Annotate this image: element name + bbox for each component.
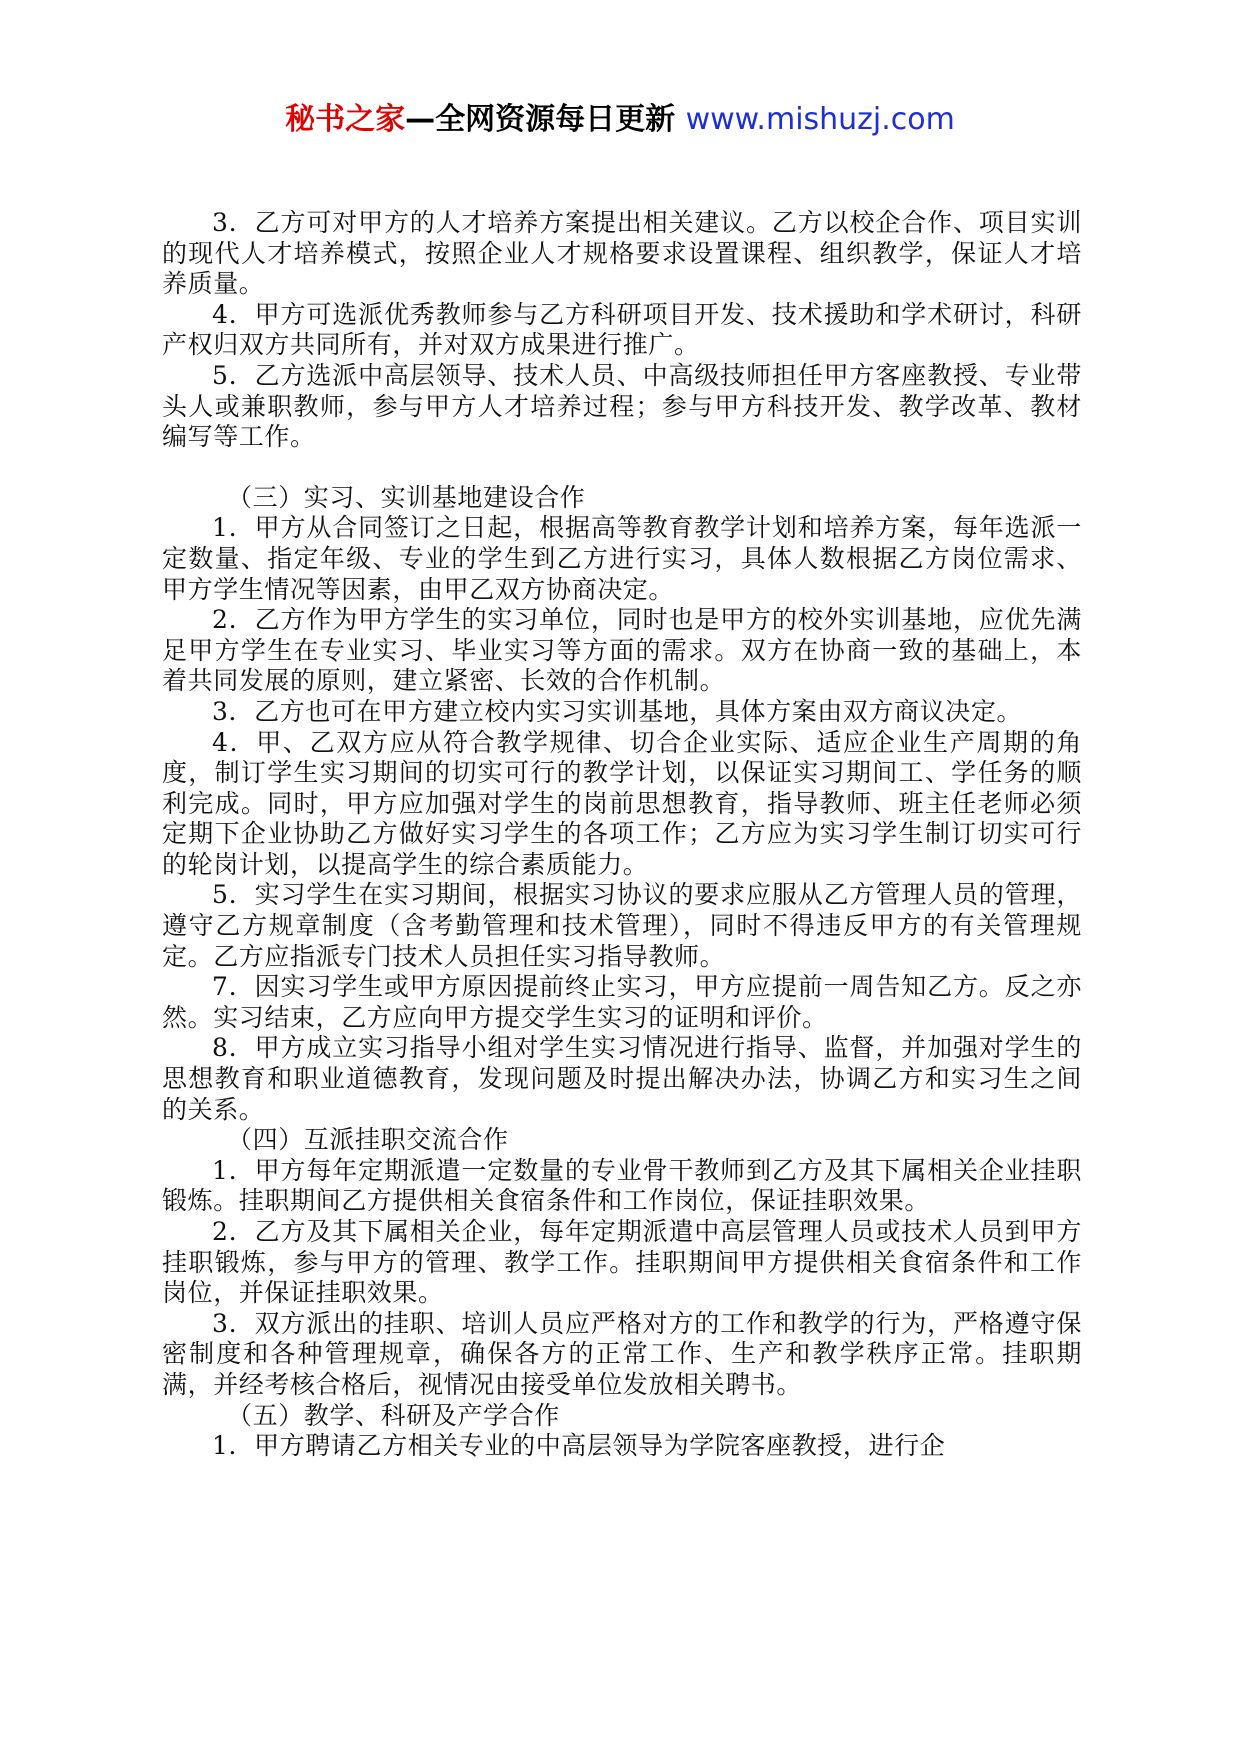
paragraph: 3．双方派出的挂职、培训人员应严格对方的工作和教学的行为，严格遵守保密制度和各种管理规章，确保各方的正常工作、生产和教学秩序正常。挂职期满，并经考核合格后，视情况由接受单位发放相关聘书。: [162, 1308, 1082, 1399]
brand-name: 秘书之家: [285, 102, 406, 137]
paragraph: 5．实习学生在实习期间，根据实习协议的要求应服从乙方管理人员的管理，遵守乙方规章制度（含考勤管理和技术管理），同时不得违反甲方的有关管理规定。乙方应指派专门技术人员担任实习指导教师。: [162, 880, 1082, 971]
paragraph: 4．甲、乙双方应从符合教学规律、切合企业实际、适应企业生产周期的角度，制订学生实习期间的切实可行的教学计划，以保证实习期间工、学任务的顺利完成。同时，甲方应加强对学生的岗前思想教育，指导教师、班主任老师必须定期下企业协助乙方做好实习学生的各项工作；乙方应为实习学生制订切实可行的轮岗计划，以提高学生的综合素质能力。: [162, 727, 1082, 879]
paragraph: 1．甲方每年定期派遣一定数量的专业骨干教师到乙方及其下属相关企业挂职锻炼。挂职期间乙方提供相关食宿条件和工作岗位，保证挂职效果。: [162, 1155, 1082, 1216]
paragraph: 3．乙方也可在甲方建立校内实习实训基地，具体方案由双方商议决定。: [212, 696, 1023, 726]
paragraph: 8．甲方成立实习指导小组对学生实习情况进行指导、监督，并加强对学生的思想教育和职业道德教育，发现问题及时提出解决办法，协调乙方和实习生之间的关系。: [162, 1033, 1082, 1124]
paragraph: 1．甲方从合同签订之日起，根据高等教育教学计划和培养方案，每年选派一定数量、指定年级、专业的学生到乙方进行实习，具体人数根据乙方岗位需求、甲方学生情况等因素，由甲乙双方协商决定。: [162, 513, 1082, 604]
site-header: [0, 100, 1240, 140]
section-spacer: [162, 453, 1082, 483]
paragraph: 3．乙方可对甲方的人才培养方案提出相关建议。乙方以校企合作、项目实训的现代人才培养模式，按照企业人才规格要求设置课程、组织教学，保证人才培养质量。: [162, 208, 1082, 299]
document-body: [162, 208, 1082, 1462]
paragraph: 2．乙方作为甲方学生的实习单位，同时也是甲方的校外实训基地，应优先满足甲方学生在专业实习、毕业实习等方面的需求。双方在协商一致的基础上，本着共同发展的原则，建立紧密、长效的合作机制。: [162, 605, 1082, 696]
paragraph: 4．甲方可选派优秀教师参与乙方科研项目开发、技术援助和学术研讨，科研产权归双方共同所有，并对双方成果进行推广。: [162, 299, 1082, 360]
site-url-link[interactable]: www.mishuzj.com: [685, 102, 955, 137]
paragraph: 2．乙方及其下属相关企业，每年定期派遣中高层管理人员或技术人员到甲方挂职锻炼，参与甲方的管理、教学工作。挂职期间甲方提供相关食宿条件和工作岗位，并保证挂职效果。: [162, 1217, 1082, 1308]
paragraph: 1．甲方聘请乙方相关专业的中高层领导为学院客座教授，进行企: [212, 1431, 946, 1461]
header-tagline: —全网资源每日更新: [405, 102, 686, 137]
paragraph: 7．因实习学生或甲方原因提前终止实习，甲方应提前一周告知乙方。反之亦然。实习结束，乙方应向甲方提交学生实习的证明和评价。: [162, 972, 1082, 1032]
paragraph: 5．乙方选派中高层领导、技术人员、中高级技师担任甲方客座教授、专业带头人或兼职教师，参与甲方人才培养过程；参与甲方科技开发、教学改革、教材编写等工作。: [162, 360, 1082, 452]
section-heading: （四）互派挂职交流合作: [227, 1125, 509, 1155]
section-heading: （三）实习、实训基地建设合作: [227, 482, 586, 512]
section-heading: （五）教学、科研及产学合作: [227, 1400, 560, 1430]
